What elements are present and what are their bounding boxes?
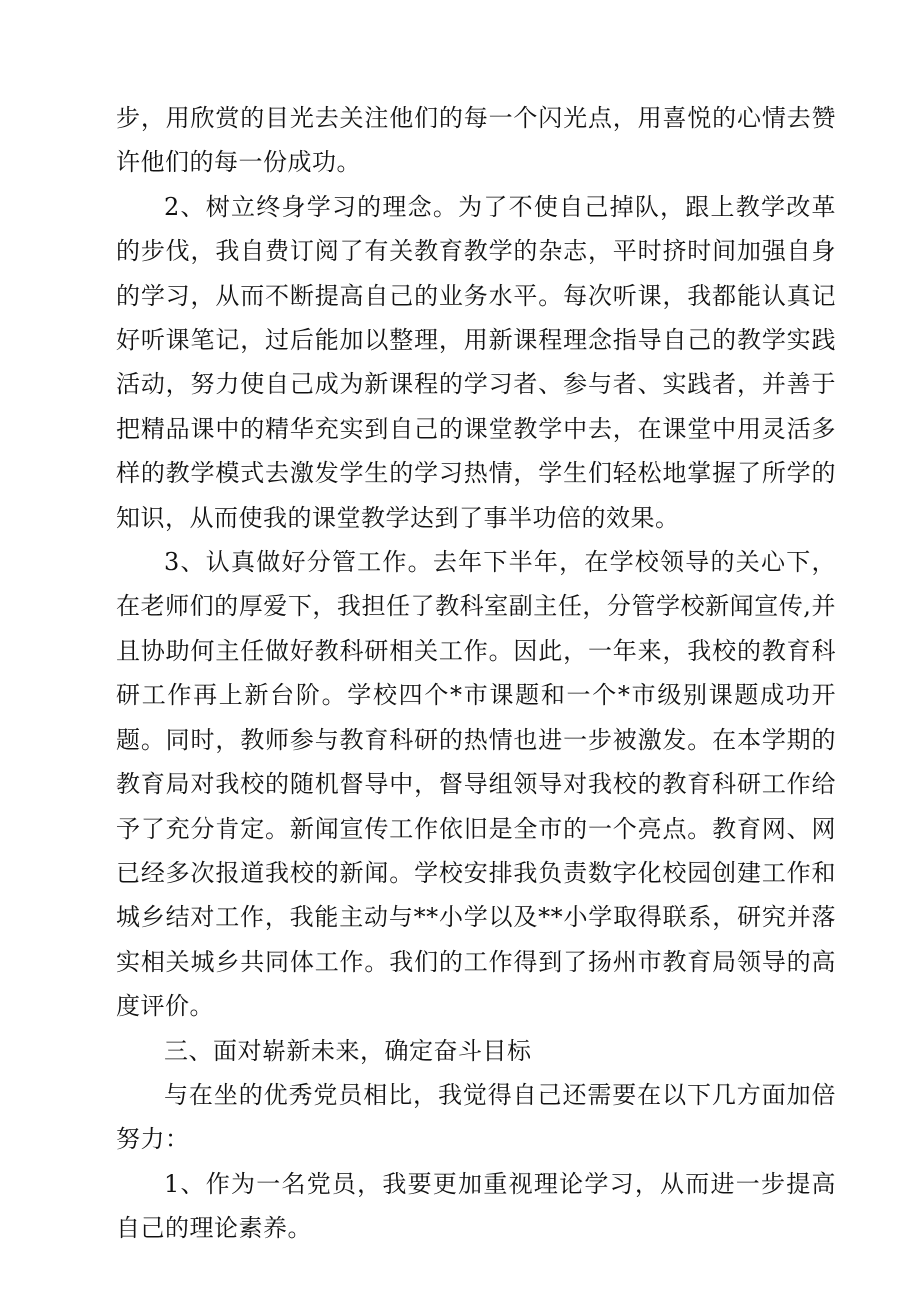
section-heading-goals: 三、面对崭新未来，确定奋斗目标 [164,1036,532,1065]
paragraph-lifelong-learning: 2、树立终身学习的理念。为了不使自己掉队，跟上教学改革的步伐，我自费订阅了有关教育教学的杂志，平时挤时间加强自身的学习，从而不断提高自己的业务水平。每次听课，我都能认真记好听课笔记，过后能加以整理，用新课程理念指导自己的教学实践活动，努力使自己成为新课程的学习者、参与者、实践者，并善于把精品课中的精华充实到自己的课堂教学中去，在课堂中用灵活多样的教学模式去激发学生的学习热情，学生们轻松地掌握了所学的知识，从而使我的课堂教学达到了事半功倍的效果。 [116,192,836,532]
paragraph-continuation: 步，用欣赏的目光去关注他们的每一个闪光点，用喜悦的心情去赞许他们的每一份成功。 [116,104,836,177]
paragraph-management-work: 3、认真做好分管工作。去年下半年，在学校领导的关心下，在老师们的厚爱下，我担任了教科室副主任，分管学校新闻宣传,并且协助何主任做好教科研相关工作。因此，一年来，我校的教育科研工作再上新台阶。学校四个*市课题和一个*市级别课题成功开题。同时，教师参与教育科研的热情也进一步被激发。在本学期的教育局对我校的随机督导中，督导组领导对我校的教育科研工作给予了充分肯定。新闻宣传工作依旧是全市的一个亮点。教育网、网已经多次报道我校的新闻。学校安排我负责数字化校园创建工作和城乡结对工作，我能主动与**小学以及**小学取得联系，研究并落实相关城乡共同体工作。我们的工作得到了扬州市教育局领导的高度评价。 [116,548,836,1021]
paragraph-intro-goals: 与在坐的优秀党员相比，我觉得自己还需要在以下几方面加倍努力： [116,1080,836,1154]
document-body [116,96,836,1251]
paragraph-goal-1: 1、作为一名党员，我要更加重视理论学习，从而进一步提高自己的理论素养。 [116,1169,836,1243]
